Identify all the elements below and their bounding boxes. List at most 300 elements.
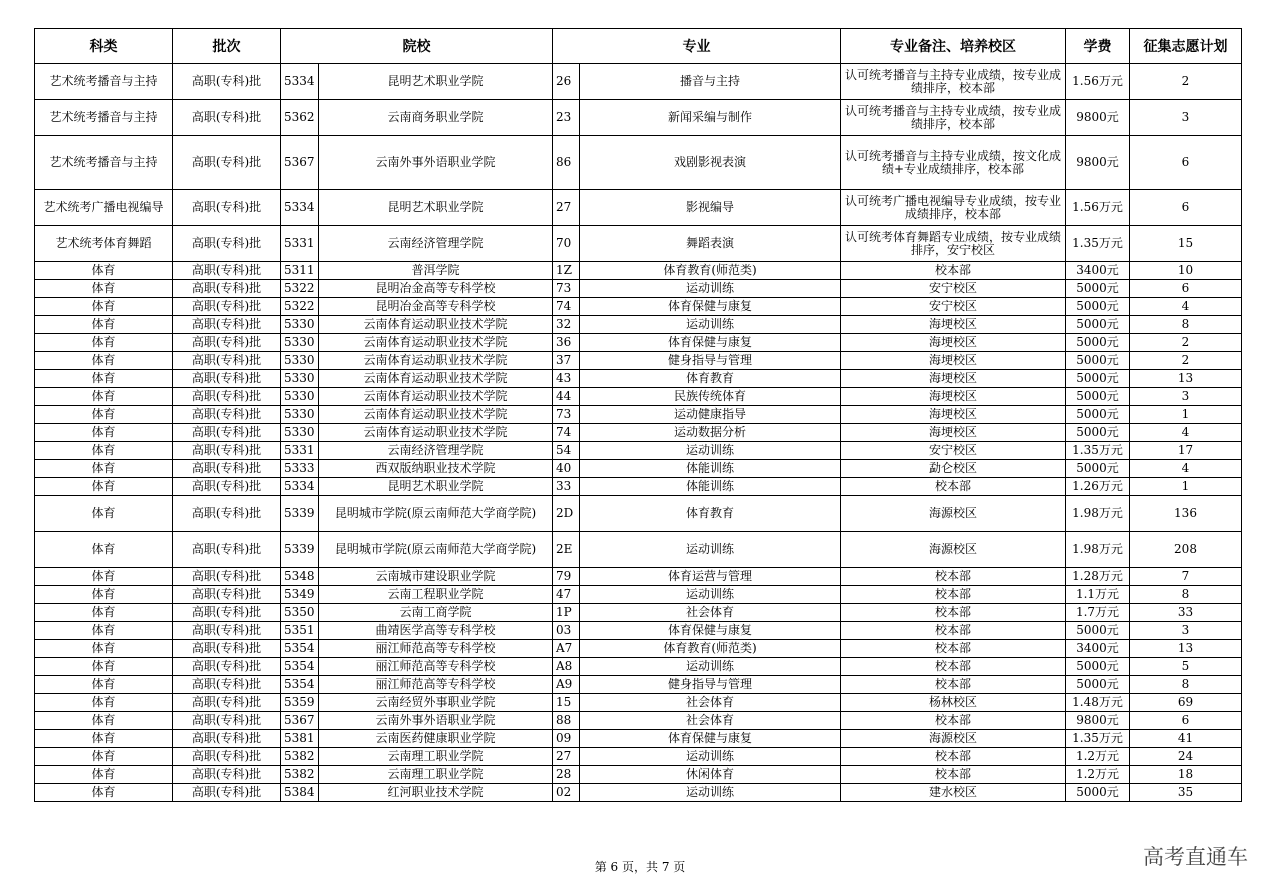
- page-footer: 第 6 页，共 7 页: [594, 860, 686, 874]
- cell-batch: 高职(专科)批: [173, 676, 281, 694]
- cell-major-code: 79: [553, 568, 580, 586]
- header-major: 专业: [553, 29, 841, 64]
- cell-major-code: 74: [553, 424, 580, 442]
- cell-batch: 高职(专科)批: [173, 370, 281, 388]
- table-row: [35, 676, 1242, 694]
- table-row: [35, 352, 1242, 370]
- cell-category: 体育: [35, 352, 173, 370]
- cell-fee: 5000元: [1066, 298, 1130, 316]
- cell-school: 丽江师范高等专科学校: [319, 676, 553, 694]
- cell-note: 认可统考播音与主持专业成绩，按专业成绩排序，校本部: [841, 100, 1066, 136]
- cell-plan: 136: [1130, 496, 1242, 532]
- cell-major-code: 73: [553, 406, 580, 424]
- cell-major-code: 2D: [553, 496, 580, 532]
- cell-major: 运动训练: [580, 658, 841, 676]
- cell-note: 校本部: [841, 586, 1066, 604]
- cell-major: 社会体育: [580, 712, 841, 730]
- cell-fee: 1.2万元: [1066, 748, 1130, 766]
- cell-category: 体育: [35, 604, 173, 622]
- cell-school: 云南经济管理学院: [319, 226, 553, 262]
- cell-major-code: 1Z: [553, 262, 580, 280]
- admission-table: [34, 28, 1242, 802]
- cell-batch: 高职(专科)批: [173, 622, 281, 640]
- cell-batch: 高职(专科)批: [173, 334, 281, 352]
- cell-major-code: A9: [553, 676, 580, 694]
- cell-major: 体育保健与康复: [580, 730, 841, 748]
- cell-school-code: 5330: [281, 406, 319, 424]
- cell-major-code: 33: [553, 478, 580, 496]
- cell-batch: 高职(专科)批: [173, 64, 281, 100]
- cell-note: 海埂校区: [841, 316, 1066, 334]
- cell-category: 体育: [35, 496, 173, 532]
- header-note: 专业备注、培养校区: [841, 29, 1066, 64]
- cell-major-code: 23: [553, 100, 580, 136]
- cell-fee: 5000元: [1066, 784, 1130, 802]
- cell-category: 体育: [35, 532, 173, 568]
- cell-category: 体育: [35, 748, 173, 766]
- cell-note: 认可统考体育舞蹈专业成绩，按专业成绩排序，安宁校区: [841, 226, 1066, 262]
- cell-plan: 1: [1130, 406, 1242, 424]
- cell-note: 校本部: [841, 604, 1066, 622]
- cell-category: 体育: [35, 388, 173, 406]
- cell-school-code: 5350: [281, 604, 319, 622]
- cell-school: 昆明冶金高等专科学校: [319, 298, 553, 316]
- cell-school-code: 5354: [281, 658, 319, 676]
- cell-fee: 1.56万元: [1066, 190, 1130, 226]
- cell-school-code: 5384: [281, 784, 319, 802]
- cell-major-code: A7: [553, 640, 580, 658]
- cell-note: 校本部: [841, 676, 1066, 694]
- cell-category: 体育: [35, 334, 173, 352]
- table-row: [35, 280, 1242, 298]
- cell-category: 艺术统考体育舞蹈: [35, 226, 173, 262]
- cell-note: 安宁校区: [841, 442, 1066, 460]
- cell-major-code: 1P: [553, 604, 580, 622]
- cell-fee: 5000元: [1066, 388, 1130, 406]
- cell-plan: 3: [1130, 622, 1242, 640]
- cell-fee: 1.35万元: [1066, 730, 1130, 748]
- cell-category: 体育: [35, 640, 173, 658]
- cell-major: 民族传统体育: [580, 388, 841, 406]
- cell-fee: 5000元: [1066, 316, 1130, 334]
- cell-major-code: 88: [553, 712, 580, 730]
- cell-major: 体育保健与康复: [580, 298, 841, 316]
- cell-school-code: 5359: [281, 694, 319, 712]
- table-row: [35, 406, 1242, 424]
- cell-major: 新闻采编与制作: [580, 100, 841, 136]
- cell-fee: 5000元: [1066, 370, 1130, 388]
- cell-category: 体育: [35, 730, 173, 748]
- cell-batch: 高职(专科)批: [173, 136, 281, 190]
- cell-school-code: 5330: [281, 316, 319, 334]
- cell-note: 海埂校区: [841, 424, 1066, 442]
- cell-school: 云南理工职业学院: [319, 766, 553, 784]
- cell-school-code: 5354: [281, 676, 319, 694]
- cell-fee: 5000元: [1066, 460, 1130, 478]
- cell-major: 运动训练: [580, 586, 841, 604]
- cell-fee: 1.1万元: [1066, 586, 1130, 604]
- cell-batch: 高职(专科)批: [173, 190, 281, 226]
- table-body: [35, 64, 1242, 802]
- cell-batch: 高职(专科)批: [173, 424, 281, 442]
- cell-fee: 5000元: [1066, 334, 1130, 352]
- cell-fee: 1.28万元: [1066, 568, 1130, 586]
- table-row: [35, 226, 1242, 262]
- cell-note: 认可统考广播电视编导专业成绩，按专业成绩排序，校本部: [841, 190, 1066, 226]
- cell-batch: 高职(专科)批: [173, 406, 281, 424]
- cell-school-code: 5330: [281, 334, 319, 352]
- cell-category: 体育: [35, 568, 173, 586]
- cell-school: 昆明城市学院(原云南师范大学商学院): [319, 496, 553, 532]
- cell-batch: 高职(专科)批: [173, 226, 281, 262]
- cell-fee: 1.35万元: [1066, 226, 1130, 262]
- cell-school: 昆明城市学院(原云南师范大学商学院): [319, 532, 553, 568]
- cell-fee: 3400元: [1066, 640, 1130, 658]
- table-row: [35, 694, 1242, 712]
- cell-major: 运动训练: [580, 442, 841, 460]
- cell-plan: 1: [1130, 478, 1242, 496]
- cell-note: 校本部: [841, 748, 1066, 766]
- cell-plan: 8: [1130, 586, 1242, 604]
- cell-major: 健身指导与管理: [580, 676, 841, 694]
- cell-fee: 5000元: [1066, 280, 1130, 298]
- cell-major-code: 26: [553, 64, 580, 100]
- cell-school-code: 5330: [281, 370, 319, 388]
- cell-plan: 13: [1130, 370, 1242, 388]
- cell-major: 休闲体育: [580, 766, 841, 784]
- cell-category: 体育: [35, 262, 173, 280]
- cell-note: 建水校区: [841, 784, 1066, 802]
- cell-major: 运动训练: [580, 280, 841, 298]
- cell-plan: 33: [1130, 604, 1242, 622]
- table-row: [35, 298, 1242, 316]
- cell-category: 体育: [35, 298, 173, 316]
- cell-school: 云南经济管理学院: [319, 442, 553, 460]
- cell-plan: 3: [1130, 100, 1242, 136]
- table-row: [35, 478, 1242, 496]
- cell-batch: 高职(专科)批: [173, 712, 281, 730]
- cell-school: 昆明艺术职业学院: [319, 190, 553, 226]
- cell-major-code: 74: [553, 298, 580, 316]
- cell-major: 社会体育: [580, 694, 841, 712]
- cell-school-code: 5339: [281, 496, 319, 532]
- cell-school: 昆明冶金高等专科学校: [319, 280, 553, 298]
- cell-fee: 5000元: [1066, 424, 1130, 442]
- cell-note: 海源校区: [841, 532, 1066, 568]
- cell-plan: 17: [1130, 442, 1242, 460]
- cell-school-code: 5381: [281, 730, 319, 748]
- cell-school: 云南外事外语职业学院: [319, 712, 553, 730]
- cell-school: 云南外事外语职业学院: [319, 136, 553, 190]
- cell-major: 舞蹈表演: [580, 226, 841, 262]
- cell-major: 体育保健与康复: [580, 622, 841, 640]
- cell-category: 体育: [35, 712, 173, 730]
- cell-batch: 高职(专科)批: [173, 478, 281, 496]
- cell-batch: 高职(专科)批: [173, 784, 281, 802]
- cell-school: 云南工商学院: [319, 604, 553, 622]
- cell-batch: 高职(专科)批: [173, 604, 281, 622]
- cell-fee: 1.98万元: [1066, 532, 1130, 568]
- cell-major-code: 86: [553, 136, 580, 190]
- table-row: [35, 64, 1242, 100]
- cell-category: 体育: [35, 478, 173, 496]
- cell-school: 红河职业技术学院: [319, 784, 553, 802]
- cell-note: 认可统考播音与主持专业成绩，按文化成绩+专业成绩排序，校本部: [841, 136, 1066, 190]
- cell-category: 体育: [35, 586, 173, 604]
- cell-school-code: 5331: [281, 226, 319, 262]
- cell-batch: 高职(专科)批: [173, 262, 281, 280]
- cell-batch: 高职(专科)批: [173, 496, 281, 532]
- cell-fee: 1.35万元: [1066, 442, 1130, 460]
- cell-fee: 5000元: [1066, 676, 1130, 694]
- cell-batch: 高职(专科)批: [173, 388, 281, 406]
- cell-note: 杨林校区: [841, 694, 1066, 712]
- cell-plan: 15: [1130, 226, 1242, 262]
- cell-major: 运动训练: [580, 532, 841, 568]
- cell-note: 勐仑校区: [841, 460, 1066, 478]
- table-row: [35, 190, 1242, 226]
- cell-note: 校本部: [841, 658, 1066, 676]
- table-row: [35, 136, 1242, 190]
- cell-batch: 高职(专科)批: [173, 316, 281, 334]
- cell-major-code: 54: [553, 442, 580, 460]
- cell-batch: 高职(专科)批: [173, 532, 281, 568]
- cell-major: 体育保健与康复: [580, 334, 841, 352]
- table-row: [35, 316, 1242, 334]
- cell-major-code: 36: [553, 334, 580, 352]
- cell-major-code: A8: [553, 658, 580, 676]
- cell-fee: 9800元: [1066, 712, 1130, 730]
- cell-school-code: 5330: [281, 352, 319, 370]
- table-row: [35, 100, 1242, 136]
- cell-school: 昆明艺术职业学院: [319, 478, 553, 496]
- table-row: [35, 460, 1242, 478]
- cell-fee: 9800元: [1066, 100, 1130, 136]
- table-row: [35, 586, 1242, 604]
- cell-major: 播音与主持: [580, 64, 841, 100]
- cell-plan: 35: [1130, 784, 1242, 802]
- cell-batch: 高职(专科)批: [173, 748, 281, 766]
- cell-plan: 13: [1130, 640, 1242, 658]
- table-header: [35, 29, 1242, 64]
- cell-category: 体育: [35, 316, 173, 334]
- cell-school: 丽江师范高等专科学校: [319, 658, 553, 676]
- cell-school-code: 5334: [281, 190, 319, 226]
- cell-major: 体育教育(师范类): [580, 640, 841, 658]
- cell-plan: 41: [1130, 730, 1242, 748]
- cell-fee: 1.56万元: [1066, 64, 1130, 100]
- cell-school: 云南体育运动职业技术学院: [319, 388, 553, 406]
- cell-school: 西双版纳职业技术学院: [319, 460, 553, 478]
- cell-major: 体能训练: [580, 478, 841, 496]
- cell-major: 运动健康指导: [580, 406, 841, 424]
- cell-category: 艺术统考广播电视编导: [35, 190, 173, 226]
- cell-major: 体育教育: [580, 496, 841, 532]
- cell-category: 体育: [35, 460, 173, 478]
- cell-school-code: 5354: [281, 640, 319, 658]
- cell-major: 运动数据分析: [580, 424, 841, 442]
- cell-school-code: 5362: [281, 100, 319, 136]
- cell-note: 安宁校区: [841, 280, 1066, 298]
- table-row: [35, 730, 1242, 748]
- cell-major: 体育教育: [580, 370, 841, 388]
- cell-school: 云南体育运动职业技术学院: [319, 406, 553, 424]
- cell-major: 戏剧影视表演: [580, 136, 841, 190]
- cell-major-code: 47: [553, 586, 580, 604]
- cell-school: 云南医药健康职业学院: [319, 730, 553, 748]
- cell-note: 校本部: [841, 622, 1066, 640]
- cell-major-code: 43: [553, 370, 580, 388]
- cell-category: 体育: [35, 622, 173, 640]
- cell-category: 艺术统考播音与主持: [35, 100, 173, 136]
- cell-note: 安宁校区: [841, 298, 1066, 316]
- cell-note: 校本部: [841, 640, 1066, 658]
- cell-school-code: 5382: [281, 766, 319, 784]
- cell-school: 丽江师范高等专科学校: [319, 640, 553, 658]
- cell-school-code: 5322: [281, 280, 319, 298]
- cell-major: 运动训练: [580, 748, 841, 766]
- cell-batch: 高职(专科)批: [173, 280, 281, 298]
- cell-category: 体育: [35, 658, 173, 676]
- cell-major: 健身指导与管理: [580, 352, 841, 370]
- cell-plan: 4: [1130, 424, 1242, 442]
- cell-note: 海埂校区: [841, 406, 1066, 424]
- table-row: [35, 334, 1242, 352]
- header-school: 院校: [281, 29, 553, 64]
- cell-school-code: 5311: [281, 262, 319, 280]
- cell-category: 体育: [35, 442, 173, 460]
- table-row: [35, 766, 1242, 784]
- cell-school: 云南体育运动职业技术学院: [319, 352, 553, 370]
- cell-school-code: 5334: [281, 64, 319, 100]
- cell-school-code: 5339: [281, 532, 319, 568]
- cell-batch: 高职(专科)批: [173, 730, 281, 748]
- table-row: [35, 748, 1242, 766]
- cell-note: 海源校区: [841, 730, 1066, 748]
- cell-batch: 高职(专科)批: [173, 568, 281, 586]
- cell-fee: 1.2万元: [1066, 766, 1130, 784]
- cell-category: 体育: [35, 424, 173, 442]
- cell-major-code: 27: [553, 190, 580, 226]
- cell-major: 社会体育: [580, 604, 841, 622]
- cell-category: 体育: [35, 766, 173, 784]
- cell-batch: 高职(专科)批: [173, 460, 281, 478]
- cell-plan: 3: [1130, 388, 1242, 406]
- cell-school: 云南理工职业学院: [319, 748, 553, 766]
- cell-note: 认可统考播音与主持专业成绩，按专业成绩排序，校本部: [841, 64, 1066, 100]
- cell-category: 体育: [35, 370, 173, 388]
- cell-plan: 6: [1130, 712, 1242, 730]
- table-row: [35, 712, 1242, 730]
- cell-major-code: 03: [553, 622, 580, 640]
- cell-category: 体育: [35, 694, 173, 712]
- cell-batch: 高职(专科)批: [173, 586, 281, 604]
- header-fee: 学费: [1066, 29, 1130, 64]
- cell-fee: 1.26万元: [1066, 478, 1130, 496]
- cell-plan: 2: [1130, 64, 1242, 100]
- cell-school-code: 5367: [281, 136, 319, 190]
- cell-batch: 高职(专科)批: [173, 442, 281, 460]
- cell-plan: 8: [1130, 316, 1242, 334]
- cell-school: 普洱学院: [319, 262, 553, 280]
- cell-batch: 高职(专科)批: [173, 658, 281, 676]
- cell-school-code: 5348: [281, 568, 319, 586]
- cell-major-code: 70: [553, 226, 580, 262]
- cell-major-code: 73: [553, 280, 580, 298]
- cell-fee: 3400元: [1066, 262, 1130, 280]
- cell-major-code: 15: [553, 694, 580, 712]
- cell-major: 体育运营与管理: [580, 568, 841, 586]
- cell-school: 云南城市建设职业学院: [319, 568, 553, 586]
- watermark-text: 高考直通车: [1143, 845, 1248, 869]
- cell-note: 校本部: [841, 712, 1066, 730]
- cell-plan: 2: [1130, 334, 1242, 352]
- cell-plan: 24: [1130, 748, 1242, 766]
- table-row: [35, 568, 1242, 586]
- cell-major: 运动训练: [580, 784, 841, 802]
- cell-major-code: 2E: [553, 532, 580, 568]
- cell-batch: 高职(专科)批: [173, 352, 281, 370]
- cell-plan: 208: [1130, 532, 1242, 568]
- cell-note: 校本部: [841, 766, 1066, 784]
- cell-school-code: 5331: [281, 442, 319, 460]
- cell-school: 云南体育运动职业技术学院: [319, 370, 553, 388]
- cell-category: 体育: [35, 676, 173, 694]
- cell-school-code: 5334: [281, 478, 319, 496]
- cell-plan: 2: [1130, 352, 1242, 370]
- cell-school: 云南商务职业学院: [319, 100, 553, 136]
- cell-fee: 5000元: [1066, 406, 1130, 424]
- cell-fee: 1.98万元: [1066, 496, 1130, 532]
- cell-school-code: 5333: [281, 460, 319, 478]
- cell-plan: 6: [1130, 136, 1242, 190]
- cell-school: 云南工程职业学院: [319, 586, 553, 604]
- header-plan: 征集志愿计划: [1130, 29, 1242, 64]
- table-row: [35, 424, 1242, 442]
- cell-school-code: 5382: [281, 748, 319, 766]
- cell-school: 云南体育运动职业技术学院: [319, 424, 553, 442]
- cell-school-code: 5322: [281, 298, 319, 316]
- table-row: [35, 370, 1242, 388]
- cell-major-code: 32: [553, 316, 580, 334]
- cell-plan: 4: [1130, 298, 1242, 316]
- cell-major-code: 27: [553, 748, 580, 766]
- cell-school-code: 5349: [281, 586, 319, 604]
- header-batch: 批次: [173, 29, 281, 64]
- cell-note: 海埂校区: [841, 352, 1066, 370]
- cell-plan: 4: [1130, 460, 1242, 478]
- cell-batch: 高职(专科)批: [173, 640, 281, 658]
- table-row: [35, 532, 1242, 568]
- cell-school: 曲靖医学高等专科学校: [319, 622, 553, 640]
- cell-category: 体育: [35, 784, 173, 802]
- cell-school-code: 5330: [281, 388, 319, 406]
- table-row: [35, 442, 1242, 460]
- cell-batch: 高职(专科)批: [173, 766, 281, 784]
- cell-category: 体育: [35, 280, 173, 298]
- cell-batch: 高职(专科)批: [173, 100, 281, 136]
- cell-school-code: 5367: [281, 712, 319, 730]
- cell-note: 海埂校区: [841, 370, 1066, 388]
- cell-note: 海埂校区: [841, 388, 1066, 406]
- cell-fee: 1.7万元: [1066, 604, 1130, 622]
- cell-major-code: 09: [553, 730, 580, 748]
- cell-note: 海埂校区: [841, 334, 1066, 352]
- cell-school: 云南体育运动职业技术学院: [319, 316, 553, 334]
- cell-fee: 5000元: [1066, 658, 1130, 676]
- cell-category: 艺术统考播音与主持: [35, 64, 173, 100]
- cell-plan: 10: [1130, 262, 1242, 280]
